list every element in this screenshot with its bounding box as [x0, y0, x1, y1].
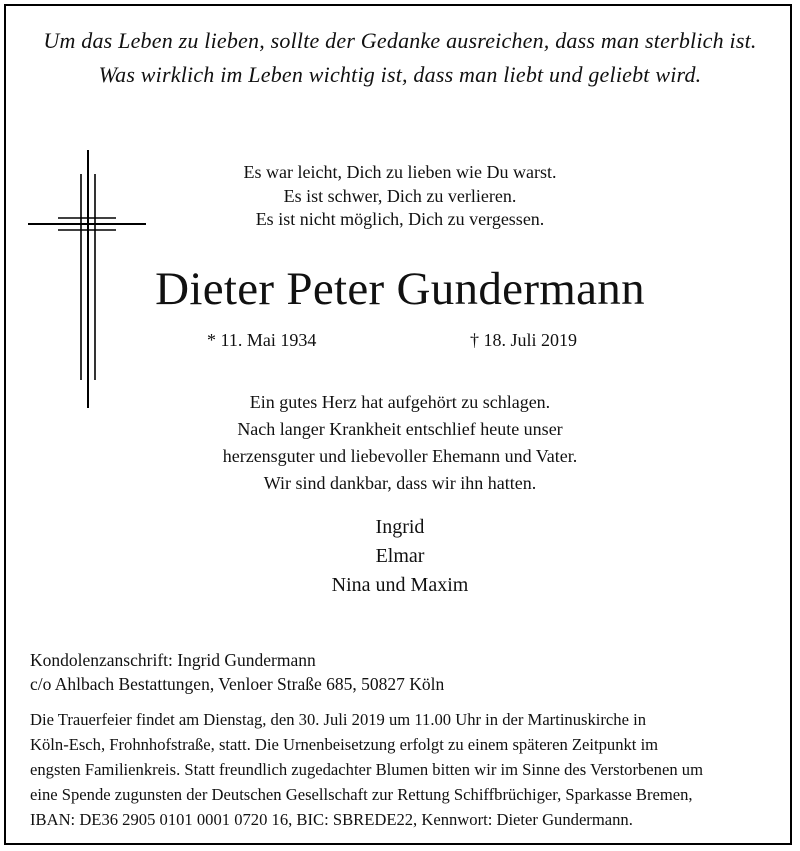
birth-date: * 11. Mai 1934: [207, 330, 317, 350]
condolence-address-line-2: c/o Ahlbach Bestattungen, Venloer Straße 685, 50827 Köln: [30, 674, 445, 694]
verse-line-2: Es ist schwer, Dich zu verlieren.: [283, 186, 517, 206]
motto-line-1: Um das Leben zu lieben, sollte der Gedanke ausreichen, dass man sterblich ist.: [43, 28, 757, 53]
info-line-1: Die Trauerfeier findet am Dienstag, den 30. Juli 2019 um 11.00 Uhr in der Martinuskirche in: [30, 710, 646, 729]
text-line-3: herzensguter und liebevoller Ehemann und Vater.: [222, 446, 578, 466]
text-line-4: Wir sind dankbar, dass wir ihn hatten.: [263, 473, 537, 493]
info-line-3: engsten Familienkreis. Statt freundlich zugedachter Blumen bitten wir im Sinne des Verstorbenen um: [30, 760, 703, 779]
condolence-address-line-1: Kondolenzanschrift: Ingrid Gundermann: [30, 650, 316, 670]
info-line-5: IBAN: DE36 2905 0101 0001 0720 16, BIC: SBREDE22, Kennwort: Dieter Gundermann.: [30, 810, 633, 829]
motto-line-2: Was wirklich im Leben wichtig ist, dass man liebt und geliebt wird.: [98, 62, 702, 87]
info-line-4: eine Spende zugunsten der Deutschen Gesellschaft zur Rettung Schiffbrüchiger, Sparkasse Bremen,: [30, 785, 693, 804]
deceased-name: Dieter Peter Gundermann: [155, 263, 645, 315]
verse-line-1: Es war leicht, Dich zu lieben wie Du warst.: [243, 162, 557, 182]
mourner-name: Nina und Maxim: [331, 574, 469, 596]
text-line-1: Ein gutes Herz hat aufgehört zu schlagen.: [249, 392, 551, 412]
verse-line-3: Es ist nicht möglich, Dich zu vergessen.: [255, 209, 545, 229]
death-date: † 18. Juli 2019: [470, 330, 578, 350]
mourner-name: Ingrid: [375, 516, 425, 538]
info-line-2: Köln-Esch, Frohnhofstraße, statt. Die Urnenbeisetzung erfolgt zu einem späteren Zeitpunkt im: [30, 735, 659, 754]
text-line-2: Nach langer Krankheit entschlief heute unser: [237, 419, 563, 439]
mourner-name: Elmar: [375, 545, 425, 567]
